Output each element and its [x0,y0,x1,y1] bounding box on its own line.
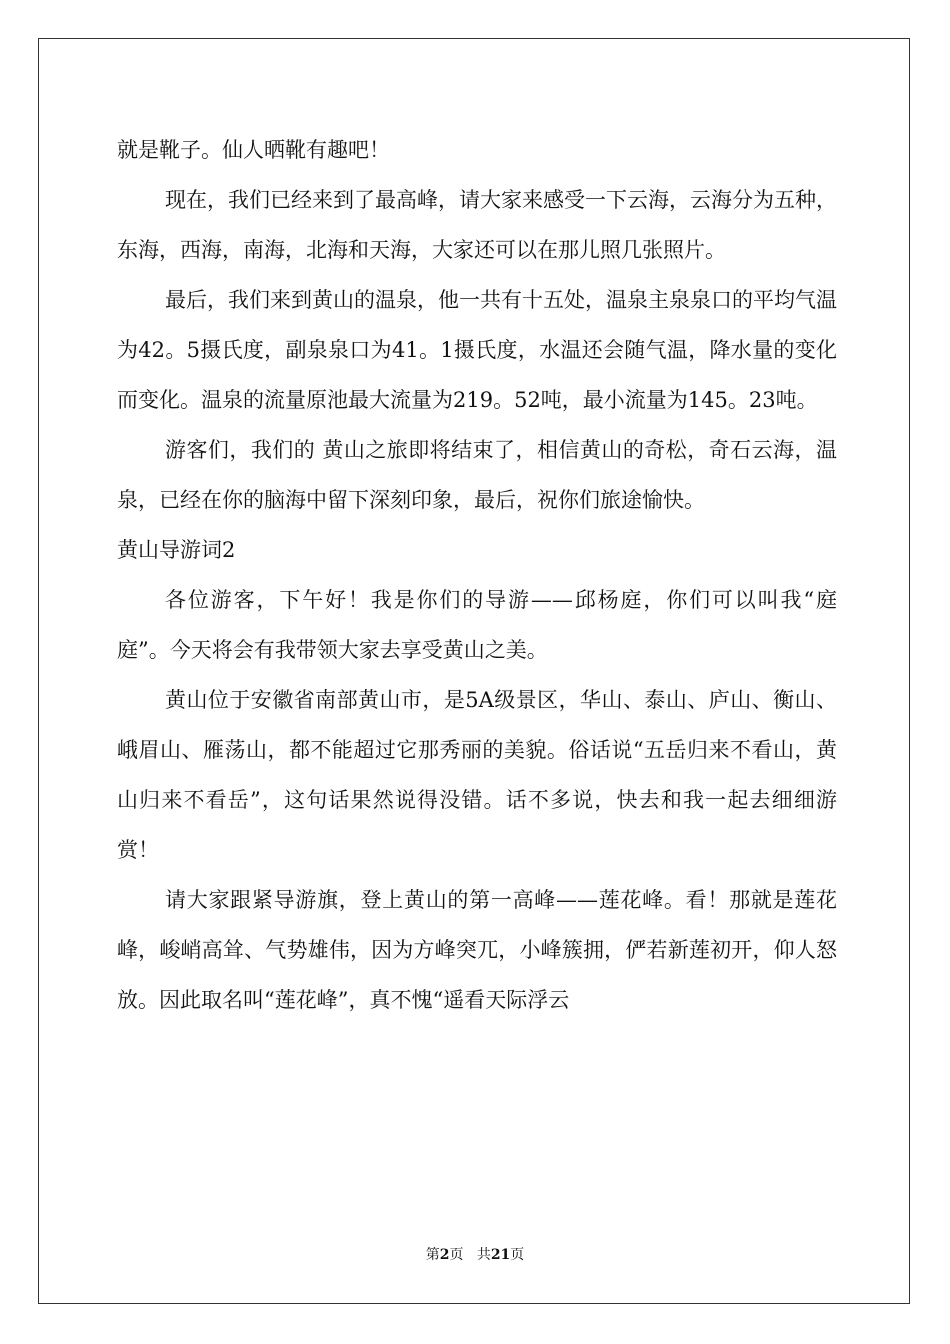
paragraph-6: 黄山位于安徽省南部黄山市，是5A级景区，华山、泰山、庐山、衡山、峨眉山、雁荡山，都不能超过它那秀丽的美貌。俗话说“五岳归来不看山，黄山归来不看岳”，这句话果然说得没错。话不多说，快去和我一起去细细游赏！ [117,688,837,862]
page-suffix: 页 [449,1247,464,1263]
paragraph-7: 请大家跟紧导游旗，登上黄山的第一高峰——莲花峰。看！那就是莲花峰，峻峭高耸、气势雄伟，因为方峰突兀，小峰簇拥，俨若新莲初开，仰人怒放。因此取名叫“莲花峰”，真不愧“遥看天际浮云 [117,888,837,1012]
page-prefix: 第 [425,1247,440,1263]
paragraph-5: 各位游客，下午好！我是你们的导游——邱杨庭，你们可以叫我“庭庭”。今天将会有我带领大家去享受黄山之美。 [117,588,837,662]
page-footer [0,1244,950,1264]
paragraph-3: 最后，我们来到黄山的温泉，他一共有十五处，温泉主泉泉口的平均气温为42。5摄氏度，副泉泉口为41。1摄氏度，水温还会随气温，降水量的变化而变化。温泉的流量原池最大流量为219。52吨，最小流量为145。23吨。 [117,288,837,412]
total-suffix: 页 [510,1247,525,1263]
page-number: 2 [439,1247,450,1263]
total-prefix: 共 [476,1247,491,1263]
document-body [117,125,837,1025]
paragraph-2: 现在，我们已经来到了最高峰，请大家来感受一下云海，云海分为五种，东海，西海，南海，北海和天海，大家还可以在那儿照几张照片。 [117,188,837,262]
section-heading: 黄山导游词2 [117,538,236,562]
total-pages: 21 [490,1247,511,1263]
paragraph-1: 就是靴子。仙人晒靴有趣吧！ [117,138,390,162]
paragraph-4: 游客们，我们的 黄山之旅即将结束了，相信黄山的奇松，奇石云海，温泉，已经在你的脑海中留下深刻印象，最后，祝你们旅途愉快。 [117,438,837,512]
